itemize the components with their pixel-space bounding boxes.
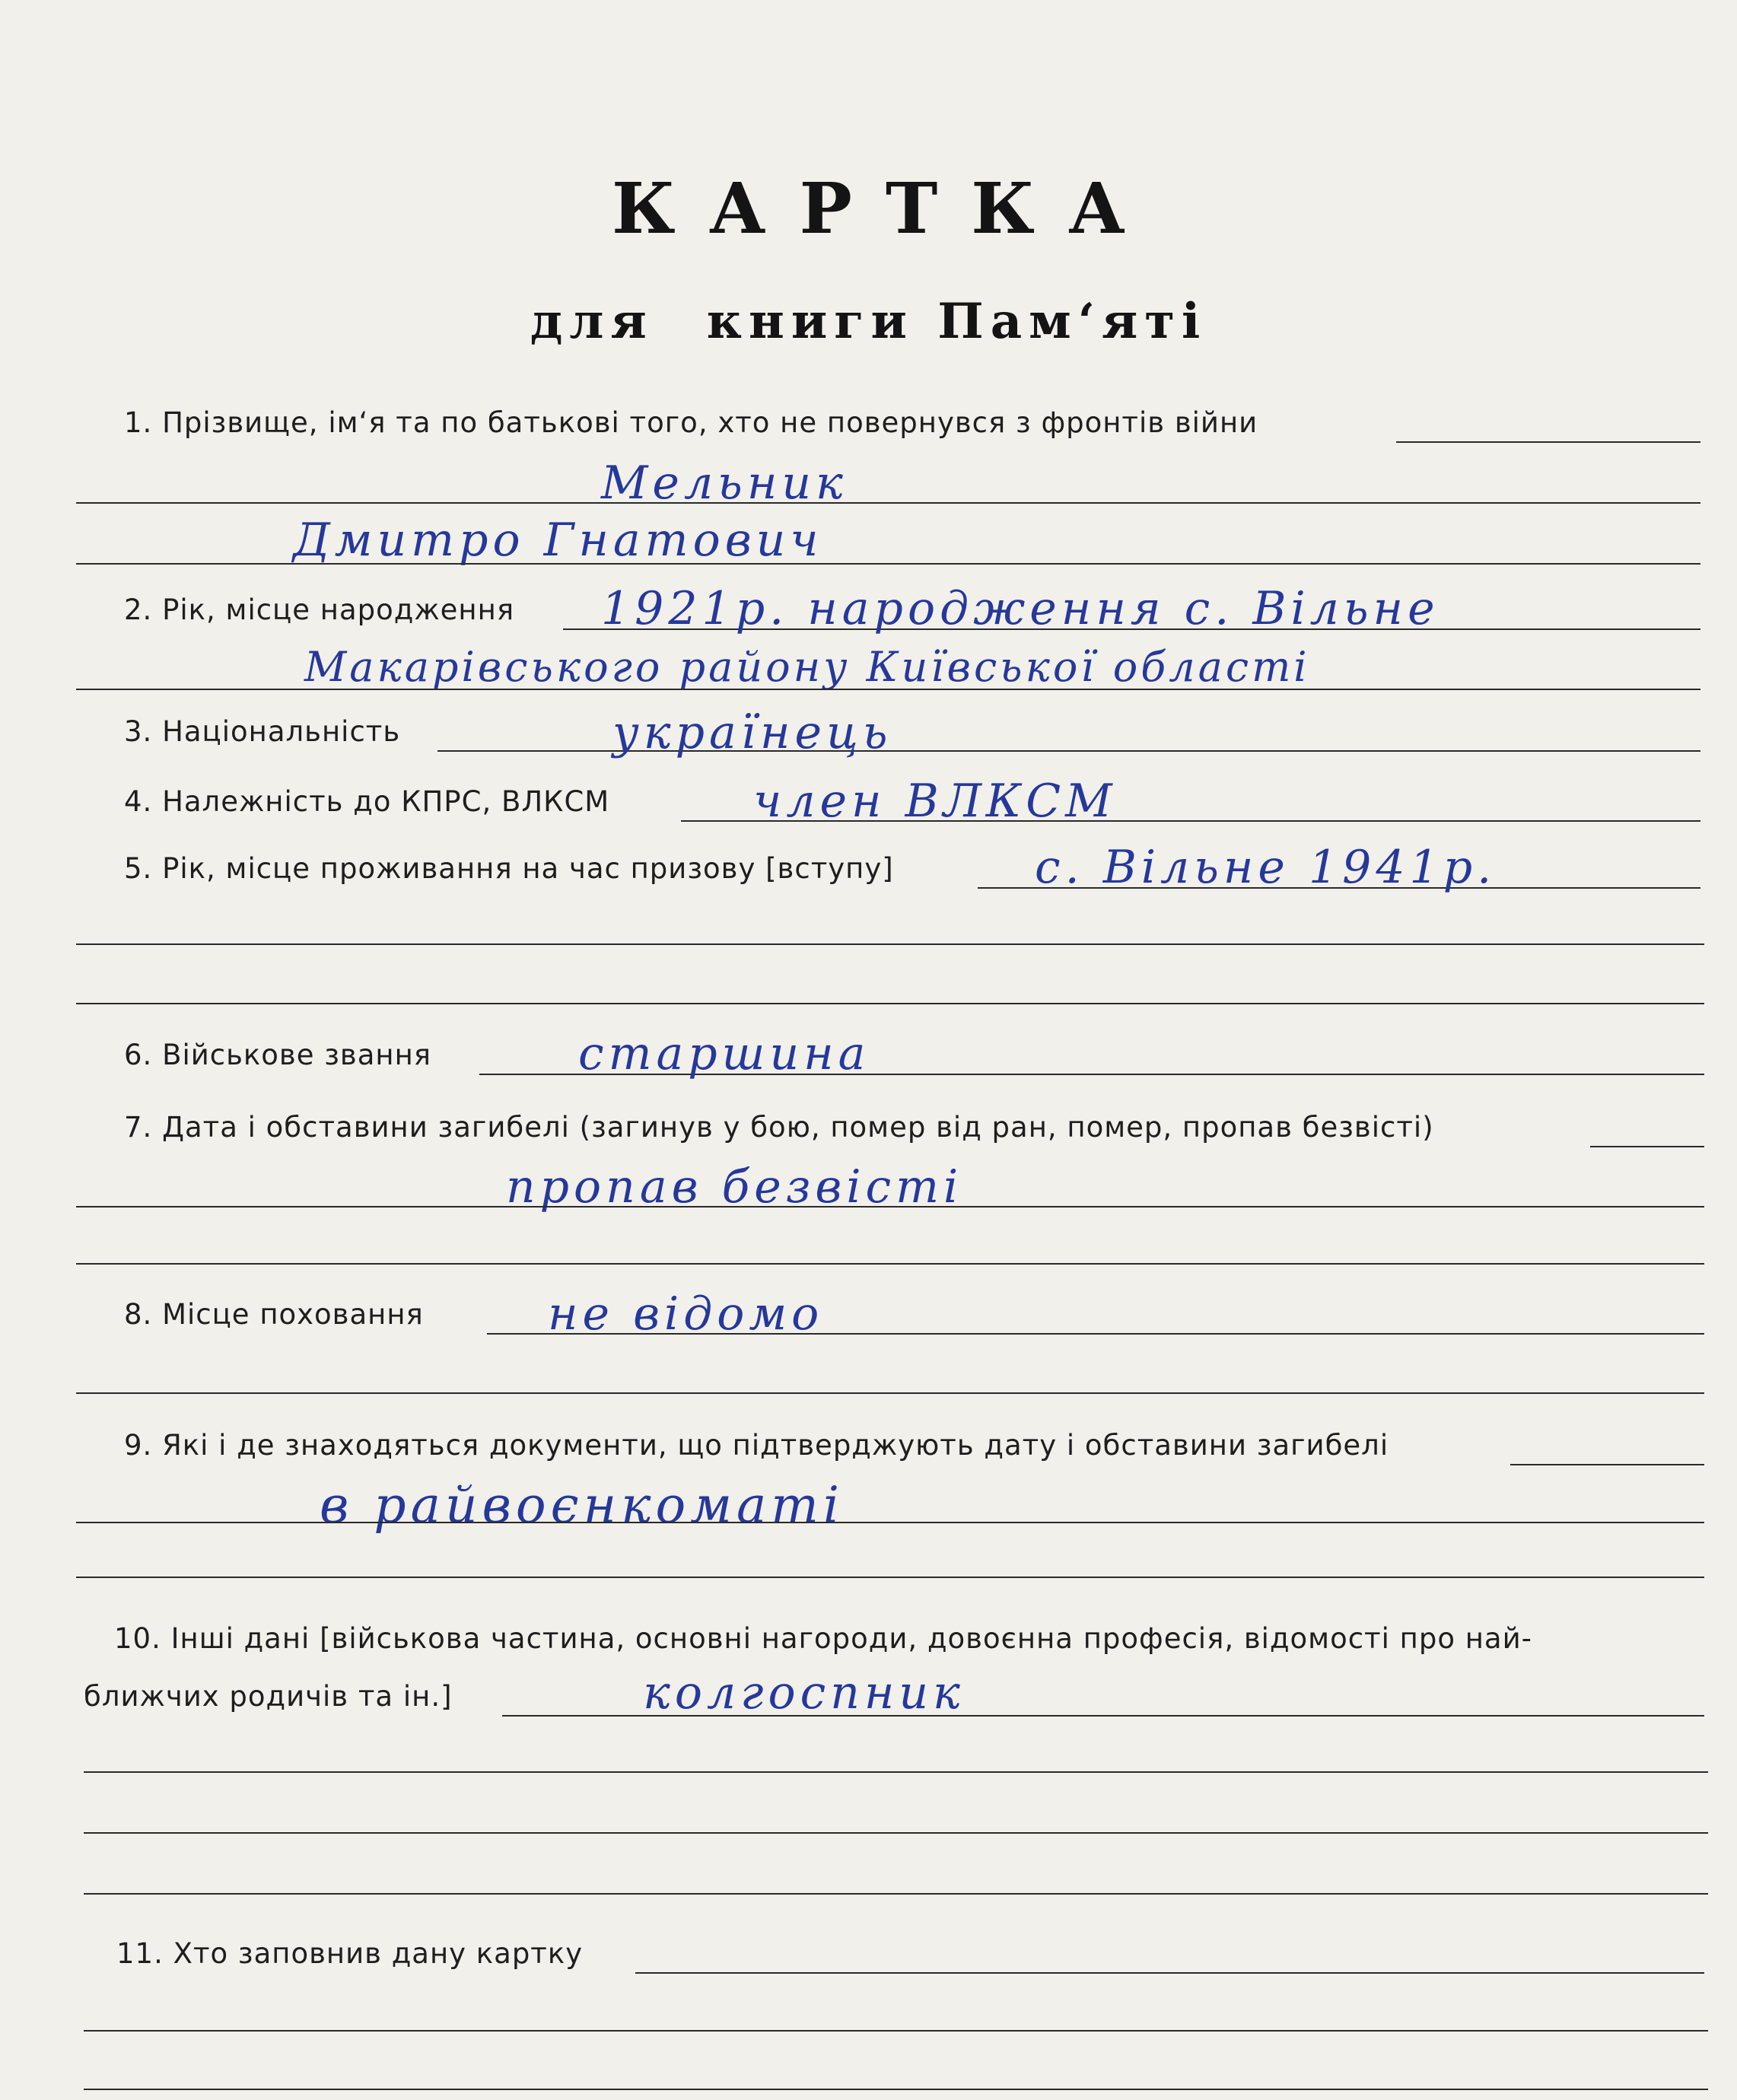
field-7-rule-b <box>76 1206 1704 1208</box>
card-subtitle-part1: для <box>530 293 654 350</box>
card-title: КАРТКА <box>612 167 1159 250</box>
card-subtitle-part2: книги Пам‘яті <box>706 293 1207 350</box>
field-11-rule-b <box>84 2030 1708 2032</box>
card-subtitle <box>0 293 1737 350</box>
field-5-label: 5. Рік, місце проживання на час призову [вступу] <box>124 852 894 885</box>
field-7-value: пропав безвісті <box>506 1160 963 1214</box>
field-9-value: в райвоєнкоматі <box>320 1476 844 1535</box>
field-11-label: 11. Хто заповнив дану картку <box>116 1937 584 1970</box>
field-9-rule-b <box>76 1522 1704 1523</box>
field-1-rule-c <box>76 563 1700 565</box>
field-8-label: 8. Місце поховання <box>124 1298 424 1331</box>
field-10-rule-c <box>84 1832 1708 1834</box>
field-9-rule-a <box>1510 1464 1704 1465</box>
field-9-label: 9. Які і де знаходяться документи, що підтверджують дату і обставини загибелі <box>124 1429 1389 1462</box>
field-2-rule-b <box>76 689 1700 690</box>
field-8-value: не відомо <box>548 1287 824 1341</box>
field-10-rule-b <box>84 1771 1708 1773</box>
field-1-rule-b <box>76 502 1700 504</box>
field-2-label: 2. Рік, місце народження <box>124 593 515 626</box>
field-7-label: 7. Дата і обставини загибелі (загинув у бою, помер від ран, помер, пропав безвісті) <box>124 1111 1434 1144</box>
field-2-value-line2: Макарівського району Київської області <box>304 643 1310 691</box>
field-10-label-line2: ближчих родичів та ін.] <box>84 1680 453 1713</box>
field-10-rule-d <box>84 1893 1708 1895</box>
field-11-rule-c <box>84 2089 1708 2090</box>
field-7-rule-c <box>76 1263 1704 1265</box>
field-4-label: 4. Належність до КПРС, ВЛКСМ <box>124 785 610 818</box>
field-3-value: українець <box>612 706 892 759</box>
field-1-label: 1. Прізвище, ім‘я та по батькові того, хто не повернувся з фронтів війни <box>124 406 1258 439</box>
field-1-value-line1: Мельник <box>601 457 848 510</box>
field-10-label-line1: 10. Інші дані [військова частина, основні нагороди, довоєнна професія, відомості про най- <box>114 1622 1532 1655</box>
field-1-rule-a <box>1396 441 1700 443</box>
field-2-value-line1: 1921р. народження с. Вільне <box>601 582 1440 635</box>
field-11-rule-a <box>635 1972 1704 1974</box>
field-5-value: с. Вільне 1941р. <box>1035 841 1497 894</box>
field-6-label: 6. Військове звання <box>124 1039 432 1071</box>
field-5-rule-b <box>76 943 1704 945</box>
field-3-label: 3. Національність <box>124 715 401 748</box>
field-9-rule-c <box>76 1577 1704 1578</box>
field-5-rule-c <box>76 1003 1704 1004</box>
field-7-rule-a <box>1590 1146 1704 1147</box>
field-1-value-line2: Дмитро Гнатович <box>293 514 823 567</box>
field-8-rule-b <box>76 1392 1704 1394</box>
field-10-value: колгоспник <box>643 1666 965 1720</box>
field-6-value: старшина <box>578 1027 870 1080</box>
field-4-value: член ВЛКСМ <box>753 775 1117 828</box>
